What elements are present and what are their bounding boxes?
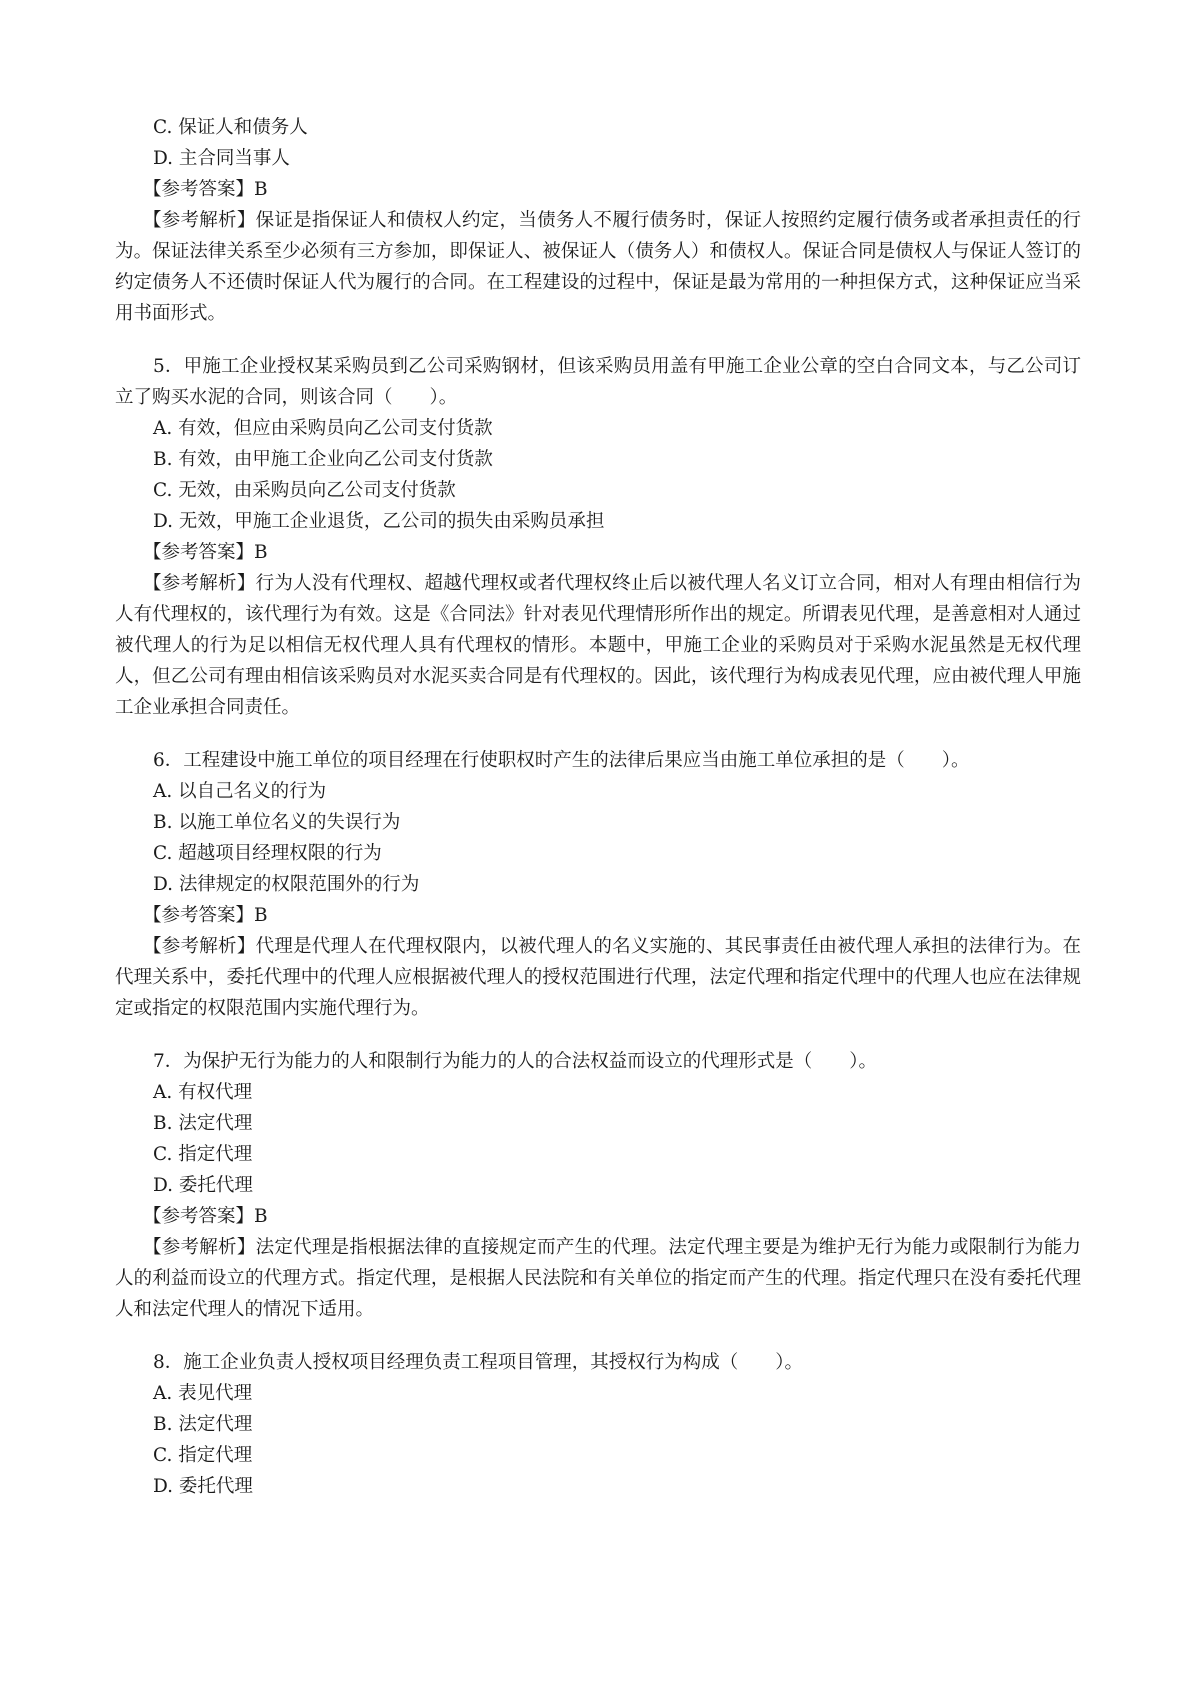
question-stem: 6．工程建设中施工单位的项目经理在行使职权时产生的法律后果应当由施工单位承担的是（ ）。 (153, 750, 970, 771)
analysis: 【参考解析】保证是指保证人和债权人约定，当债务人不履行债务时，保证人按照约定履行债务或者承担责任的行为。保证法律关系至少必须有三方参加，即保证人、被保证人（债务人）和债权人。保证合同是债权人与保证人签订的约定债务人不还债时保证人代为履行的合同。在工程建设的过程中，保证是最为常用的一种担保方式，这种保证应当采用书面形式。 (115, 210, 1081, 324)
option-d: D. 无效，甲施工企业退货，乙公司的损失由采购员承担 (153, 511, 605, 532)
analysis: 【参考解析】代理是代理人在代理权限内，以被代理人的名义实施的、其民事责任由被代理人承担的法律行为。在代理关系中，委托代理中的代理人应根据被代理人的授权范围进行代理，法定代理和指定代理中的代理人也应在法律规定或指定的权限范围内实施代理行为。 (115, 936, 1081, 1019)
option-c: C. 无效，由采购员向乙公司支付货款 (153, 480, 456, 501)
option-d: D. 主合同当事人 (153, 148, 290, 169)
option-d: D. 法律规定的权限范围外的行为 (153, 874, 420, 895)
option-b: B. 法定代理 (153, 1113, 253, 1134)
option-a: A. 以自己名义的行为 (153, 781, 327, 802)
option-a: A. 有效，但应由采购员向乙公司支付货款 (153, 418, 493, 439)
option-a: A. 表见代理 (153, 1383, 253, 1404)
option-b: B. 以施工单位名义的失误行为 (153, 812, 401, 833)
answer: 【参考答案】B (143, 1206, 268, 1227)
option-b: B. 有效，由甲施工企业向乙公司支付货款 (153, 449, 493, 470)
option-c: C. 保证人和债务人 (153, 117, 308, 138)
answer: 【参考答案】B (143, 179, 268, 200)
answer: 【参考答案】B (143, 905, 268, 926)
option-c: C. 指定代理 (153, 1445, 253, 1466)
question-8 (115, 1347, 1081, 1502)
option-a: A. 有权代理 (153, 1082, 253, 1103)
question-4-tail (115, 112, 1081, 329)
question-stem: 8．施工企业负责人授权项目经理负责工程项目管理，其授权行为构成（ ）。 (153, 1352, 804, 1373)
analysis: 【参考解析】行为人没有代理权、超越代理权或者代理权终止后以被代理人名义订立合同，相对人有理由相信行为人有代理权的，该代理行为有效。这是《合同法》针对表见代理情形所作出的规定。所谓表见代理，是善意相对人通过被代理人的行为足以相信无权代理人具有代理权的情形。本题中，甲施工企业的采购员对于采购水泥虽然是无权代理人，但乙公司有理由相信该采购员对水泥买卖合同是有代理权的。因此，该代理行为构成表见代理，应由被代理人甲施工企业承担合同责任。 (115, 573, 1081, 718)
analysis: 【参考解析】法定代理是指根据法律的直接规定而产生的代理。法定代理主要是为维护无行为能力或限制行为能力人的利益而设立的代理方式。指定代理，是根据人民法院和有关单位的指定而产生的代理。指定代理只在没有委托代理人和法定代理人的情况下适用。 (115, 1237, 1081, 1320)
question-5 (115, 351, 1081, 723)
option-d: D. 委托代理 (153, 1175, 253, 1196)
option-c: C. 指定代理 (153, 1144, 253, 1165)
question-6 (115, 745, 1081, 1024)
option-c: C. 超越项目经理权限的行为 (153, 843, 382, 864)
question-7 (115, 1046, 1081, 1325)
answer: 【参考答案】B (143, 542, 268, 563)
option-b: B. 法定代理 (153, 1414, 253, 1435)
option-d: D. 委托代理 (153, 1476, 253, 1497)
question-stem: 7．为保护无行为能力的人和限制行为能力的人的合法权益而设立的代理形式是（ ）。 (153, 1051, 878, 1072)
question-stem: 5．甲施工企业授权某采购员到乙公司采购钢材，但该采购员用盖有甲施工企业公章的空白合同文本，与乙公司订立了购买水泥的合同，则该合同（ ）。 (115, 356, 1081, 408)
